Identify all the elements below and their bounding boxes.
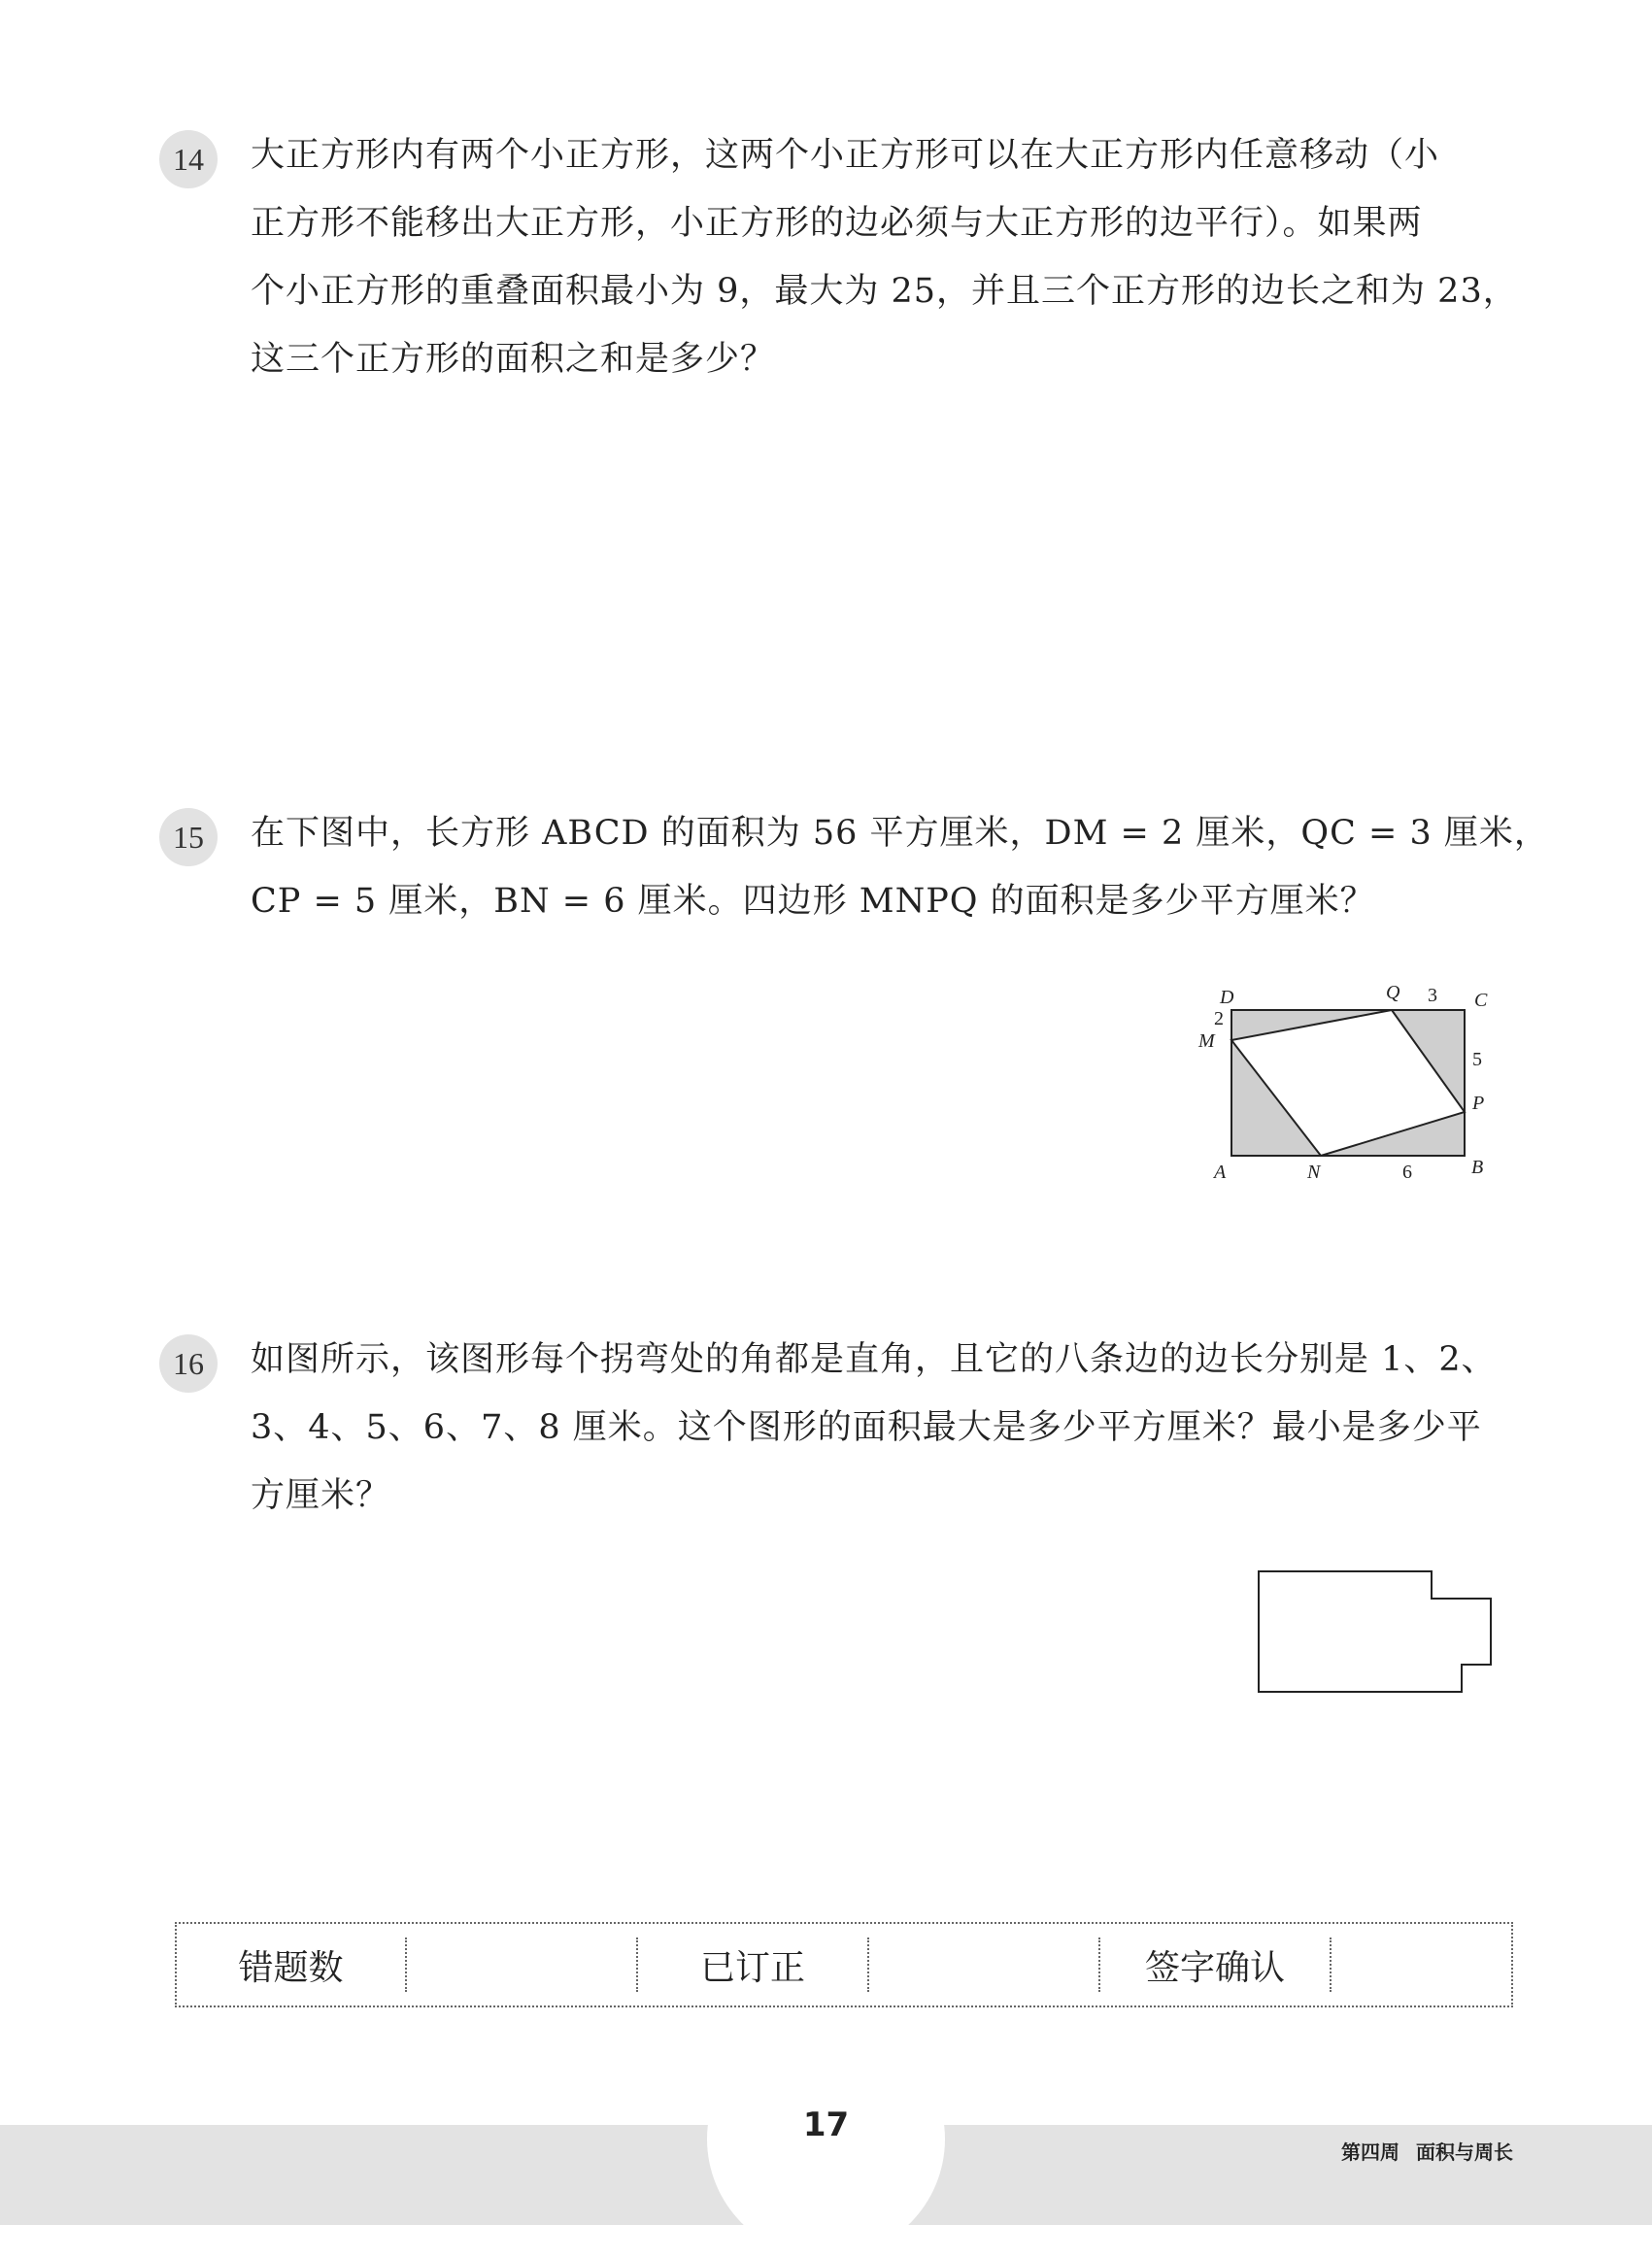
eight-sided-shape <box>1259 1571 1491 1692</box>
problem-15 <box>165 804 1549 950</box>
text-line: 这三个正方形的面积之和是多少？ <box>251 340 776 379</box>
label-b: B <box>1471 1157 1484 1178</box>
problem-number-badge: 16 <box>159 1334 218 1393</box>
problem-16 <box>165 1331 1525 1544</box>
corrected-label: 已订正 <box>699 1947 805 1988</box>
label-d: D <box>1220 987 1234 1008</box>
problem-text <box>251 799 1549 935</box>
corrected-field[interactable] <box>869 1924 1098 2005</box>
text-line: 个小正方形的重叠面积最小为 9，最大为 25，并且三个正方形的边长之和为 23， <box>251 272 1518 311</box>
label-p: P <box>1472 1093 1485 1114</box>
problem-text <box>251 1326 1513 1530</box>
correction-table <box>175 1922 1513 2007</box>
text-line: 在下图中，长方形 ABCD 的面积为 56 平方厘米，DM = 2 厘米，QC = 3 厘米， <box>251 814 1549 853</box>
text-line: 正方形不能移出大正方形，小正方形的边必须与大正方形的边平行）。如果两 <box>251 204 1423 243</box>
problem-text <box>251 121 1518 393</box>
chapter-label: 第四周 面积与周长 <box>1341 2140 1513 2164</box>
signature-field[interactable] <box>1332 1924 1506 2005</box>
problem-14 <box>165 126 1525 408</box>
page-number: 17 <box>802 2106 850 2144</box>
label-a: A <box>1214 1162 1227 1183</box>
length-cp: 5 <box>1472 1049 1482 1070</box>
length-bn: 6 <box>1402 1162 1412 1183</box>
problem-number-badge: 15 <box>159 808 218 866</box>
label-q: Q <box>1386 982 1400 1003</box>
length-qc: 3 <box>1428 985 1437 1006</box>
text-line: 3、4、5、6、7、8 厘米。这个图形的面积最大是多少平方厘米？最小是多少平 <box>251 1408 1482 1447</box>
signature-label: 签字确认 <box>1144 1947 1285 1988</box>
rectangle-mnpq-figure <box>1195 976 1505 1195</box>
problem-number-badge: 14 <box>159 130 218 188</box>
label-m: M <box>1198 1030 1215 1052</box>
wrong-count-label: 错题数 <box>238 1947 344 1988</box>
label-n: N <box>1307 1162 1321 1183</box>
rectilinear-shape-figure <box>1253 1566 1496 1697</box>
label-c: C <box>1474 990 1488 1011</box>
length-dm: 2 <box>1214 1008 1224 1029</box>
text-line: 方厘米？ <box>251 1476 391 1515</box>
text-line: 大正方形内有两个小正方形，这两个小正方形可以在大正方形内任意移动（小 <box>251 136 1440 175</box>
wrong-count-field[interactable] <box>407 1924 636 2005</box>
text-line: 如图所示，该图形每个拐弯处的角都是直角，且它的八条边的边长分别是 1、2、 <box>251 1340 1497 1379</box>
text-line: CP = 5 厘米，BN = 6 厘米。四边形 MNPQ 的面积是多少平方厘米？ <box>251 882 1375 921</box>
